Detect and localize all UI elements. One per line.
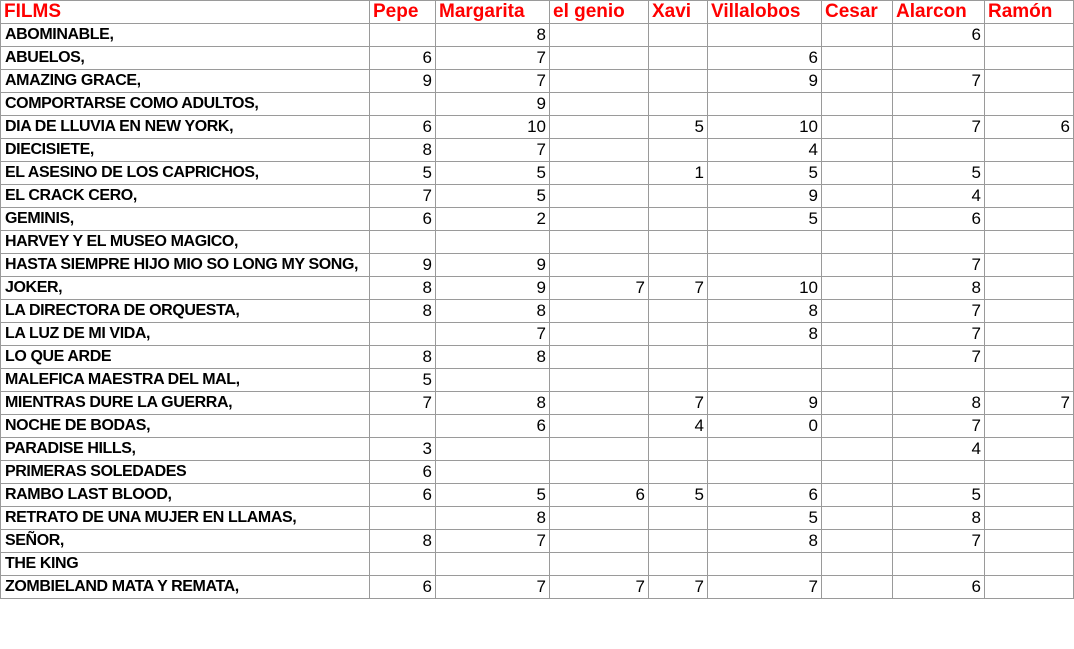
score-cell[interactable]: 5 [708, 208, 822, 231]
score-cell[interactable] [649, 438, 708, 461]
table-row [1, 93, 1074, 116]
score-cell[interactable]: 4 [649, 415, 708, 438]
score-cell[interactable] [550, 116, 649, 139]
score-cell[interactable]: 9 [370, 70, 436, 93]
score-cell[interactable] [822, 162, 893, 185]
score-cell[interactable]: 8 [893, 392, 985, 415]
score-cell[interactable]: 3 [370, 438, 436, 461]
score-cell[interactable]: 4 [708, 139, 822, 162]
score-cell[interactable]: 7 [893, 415, 985, 438]
score-cell[interactable] [649, 461, 708, 484]
table-row [1, 530, 1074, 553]
score-cell[interactable]: 8 [370, 300, 436, 323]
score-cell[interactable] [550, 530, 649, 553]
score-cell[interactable]: 7 [893, 300, 985, 323]
score-cell[interactable]: 7 [370, 392, 436, 415]
score-cell[interactable]: 6 [370, 47, 436, 70]
score-cell[interactable] [649, 254, 708, 277]
score-cell[interactable] [550, 208, 649, 231]
score-cell[interactable]: 6 [370, 484, 436, 507]
score-cell[interactable] [436, 553, 550, 576]
score-cell[interactable] [708, 553, 822, 576]
score-cell[interactable] [708, 254, 822, 277]
film-title-cell[interactable]: MALEFICA MAESTRA DEL MAL, [1, 369, 370, 392]
score-cell[interactable]: 5 [436, 162, 550, 185]
film-title-cell[interactable]: DIA DE LLUVIA EN NEW YORK, [1, 116, 370, 139]
film-title-cell[interactable]: SEÑOR, [1, 530, 370, 553]
header-reviewer[interactable]: Pepe [370, 1, 436, 24]
score-cell[interactable]: 7 [649, 277, 708, 300]
score-cell[interactable] [370, 231, 436, 254]
score-cell[interactable] [550, 461, 649, 484]
score-cell[interactable]: 5 [649, 116, 708, 139]
table-row [1, 116, 1074, 139]
score-cell[interactable] [370, 24, 436, 47]
score-cell[interactable] [985, 208, 1074, 231]
score-cell[interactable] [985, 24, 1074, 47]
film-title-cell[interactable]: EL ASESINO DE LOS CAPRICHOS, [1, 162, 370, 185]
score-cell[interactable]: 8 [436, 392, 550, 415]
film-title-cell[interactable]: NOCHE DE BODAS, [1, 415, 370, 438]
score-cell[interactable] [893, 47, 985, 70]
score-cell[interactable] [822, 47, 893, 70]
score-cell[interactable] [550, 415, 649, 438]
score-cell[interactable] [708, 24, 822, 47]
score-cell[interactable] [550, 392, 649, 415]
film-title-cell[interactable]: HARVEY Y EL MUSEO MAGICO, [1, 231, 370, 254]
score-cell[interactable] [550, 438, 649, 461]
score-cell[interactable] [822, 70, 893, 93]
score-cell[interactable]: 6 [370, 461, 436, 484]
score-cell[interactable] [822, 461, 893, 484]
score-cell[interactable] [550, 553, 649, 576]
score-cell[interactable]: 8 [370, 346, 436, 369]
score-cell[interactable] [985, 438, 1074, 461]
score-cell[interactable]: 1 [649, 162, 708, 185]
table-row [1, 70, 1074, 93]
score-cell[interactable] [649, 93, 708, 116]
score-cell[interactable]: 5 [370, 162, 436, 185]
score-cell[interactable] [550, 139, 649, 162]
score-cell[interactable] [550, 24, 649, 47]
film-title-cell[interactable]: JOKER, [1, 277, 370, 300]
score-cell[interactable] [550, 346, 649, 369]
score-cell[interactable]: 5 [893, 162, 985, 185]
score-cell[interactable] [985, 507, 1074, 530]
score-cell[interactable]: 4 [893, 185, 985, 208]
score-cell[interactable]: 5 [708, 507, 822, 530]
score-cell[interactable] [550, 93, 649, 116]
score-cell[interactable]: 6 [708, 484, 822, 507]
score-cell[interactable] [822, 369, 893, 392]
score-cell[interactable]: 9 [708, 392, 822, 415]
score-cell[interactable] [985, 369, 1074, 392]
score-cell[interactable] [550, 254, 649, 277]
table-row [1, 507, 1074, 530]
film-title-cell[interactable]: PARADISE HILLS, [1, 438, 370, 461]
film-title-cell[interactable]: COMPORTARSE COMO ADULTOS, [1, 93, 370, 116]
score-cell[interactable] [550, 300, 649, 323]
score-cell[interactable] [708, 369, 822, 392]
score-cell[interactable] [893, 461, 985, 484]
table-row [1, 47, 1074, 70]
score-cell[interactable] [822, 116, 893, 139]
score-cell[interactable] [985, 461, 1074, 484]
score-cell[interactable]: 6 [708, 47, 822, 70]
score-cell[interactable]: 10 [436, 116, 550, 139]
score-cell[interactable]: 7 [893, 70, 985, 93]
score-cell[interactable] [822, 254, 893, 277]
score-cell[interactable] [985, 576, 1074, 599]
header-reviewer[interactable]: Margarita [436, 1, 550, 24]
score-cell[interactable] [708, 438, 822, 461]
score-cell[interactable] [550, 47, 649, 70]
score-cell[interactable] [985, 300, 1074, 323]
score-cell[interactable] [649, 139, 708, 162]
score-cell[interactable]: 6 [550, 484, 649, 507]
score-cell[interactable]: 7 [893, 254, 985, 277]
score-cell[interactable] [370, 415, 436, 438]
score-cell[interactable] [893, 553, 985, 576]
score-cell[interactable]: 4 [893, 438, 985, 461]
score-cell[interactable]: 8 [436, 346, 550, 369]
score-cell[interactable]: 8 [893, 507, 985, 530]
film-title-cell[interactable]: HASTA SIEMPRE HIJO MIO SO LONG MY SONG, [1, 254, 370, 277]
table-row [1, 300, 1074, 323]
table-row [1, 139, 1074, 162]
score-cell[interactable]: 7 [893, 530, 985, 553]
film-title-cell[interactable]: AMAZING GRACE, [1, 70, 370, 93]
score-cell[interactable] [822, 185, 893, 208]
score-cell[interactable] [893, 369, 985, 392]
score-cell[interactable] [822, 231, 893, 254]
score-cell[interactable] [550, 185, 649, 208]
score-cell[interactable] [985, 162, 1074, 185]
score-cell[interactable]: 7 [436, 576, 550, 599]
score-cell[interactable]: 9 [708, 70, 822, 93]
score-cell[interactable] [822, 530, 893, 553]
header-reviewer[interactable]: Ramón [985, 1, 1074, 24]
score-cell[interactable]: 8 [436, 300, 550, 323]
score-cell[interactable]: 5 [649, 484, 708, 507]
score-cell[interactable] [822, 346, 893, 369]
table-row [1, 438, 1074, 461]
table-row [1, 208, 1074, 231]
score-cell[interactable] [985, 139, 1074, 162]
score-cell[interactable] [370, 323, 436, 346]
score-cell[interactable]: 8 [436, 507, 550, 530]
score-cell[interactable]: 0 [708, 415, 822, 438]
header-films[interactable]: FILMS [1, 1, 370, 24]
table-row [1, 231, 1074, 254]
score-cell[interactable] [822, 415, 893, 438]
score-cell[interactable] [708, 231, 822, 254]
score-cell[interactable] [436, 231, 550, 254]
score-cell[interactable]: 7 [893, 346, 985, 369]
film-title-cell[interactable]: RAMBO LAST BLOOD, [1, 484, 370, 507]
table-row [1, 277, 1074, 300]
score-cell[interactable] [985, 346, 1074, 369]
score-cell[interactable]: 5 [436, 484, 550, 507]
score-cell[interactable] [649, 553, 708, 576]
film-title-cell[interactable]: ABOMINABLE, [1, 24, 370, 47]
score-cell[interactable]: 8 [893, 277, 985, 300]
score-cell[interactable]: 6 [370, 576, 436, 599]
score-cell[interactable]: 5 [893, 484, 985, 507]
score-cell[interactable] [649, 47, 708, 70]
score-cell[interactable] [649, 507, 708, 530]
film-title-cell[interactable]: GEMINIS, [1, 208, 370, 231]
score-cell[interactable]: 2 [436, 208, 550, 231]
score-cell[interactable] [822, 139, 893, 162]
score-cell[interactable]: 8 [708, 323, 822, 346]
score-cell[interactable] [550, 231, 649, 254]
film-title-cell[interactable]: DIECISIETE, [1, 139, 370, 162]
header-reviewer[interactable]: Villalobos [708, 1, 822, 24]
score-cell[interactable]: 7 [370, 185, 436, 208]
score-cell[interactable] [822, 24, 893, 47]
score-cell[interactable] [822, 553, 893, 576]
score-cell[interactable] [822, 507, 893, 530]
score-cell[interactable] [985, 323, 1074, 346]
score-cell[interactable]: 10 [708, 116, 822, 139]
score-cell[interactable]: 7 [436, 47, 550, 70]
table-row [1, 369, 1074, 392]
score-cell[interactable]: 10 [708, 277, 822, 300]
score-cell[interactable]: 6 [436, 415, 550, 438]
score-cell[interactable] [893, 93, 985, 116]
score-cell[interactable] [822, 208, 893, 231]
score-cell[interactable] [649, 323, 708, 346]
score-cell[interactable]: 5 [708, 162, 822, 185]
score-cell[interactable]: 7 [550, 576, 649, 599]
score-cell[interactable]: 7 [436, 139, 550, 162]
film-title-cell[interactable]: MIENTRAS DURE LA GUERRA, [1, 392, 370, 415]
score-cell[interactable]: 7 [436, 530, 550, 553]
score-cell[interactable] [822, 484, 893, 507]
header-reviewer[interactable]: Alarcon [893, 1, 985, 24]
score-cell[interactable] [649, 300, 708, 323]
score-cell[interactable] [550, 369, 649, 392]
score-cell[interactable] [822, 438, 893, 461]
score-cell[interactable] [822, 323, 893, 346]
score-cell[interactable] [822, 576, 893, 599]
score-cell[interactable]: 6 [893, 576, 985, 599]
score-cell[interactable] [649, 24, 708, 47]
table-row [1, 415, 1074, 438]
score-cell[interactable]: 9 [370, 254, 436, 277]
film-title-cell[interactable]: RETRATO DE UNA MUJER EN LLAMAS, [1, 507, 370, 530]
score-cell[interactable]: 7 [649, 576, 708, 599]
score-cell[interactable]: 6 [370, 208, 436, 231]
score-cell[interactable]: 7 [985, 392, 1074, 415]
score-cell[interactable] [985, 484, 1074, 507]
film-title-cell[interactable]: PRIMERAS SOLEDADES [1, 461, 370, 484]
score-cell[interactable]: 7 [436, 70, 550, 93]
score-cell[interactable]: 9 [436, 93, 550, 116]
table-row [1, 346, 1074, 369]
score-cell[interactable] [822, 392, 893, 415]
header-row [1, 1, 1074, 24]
score-cell[interactable]: 7 [708, 576, 822, 599]
score-cell[interactable] [893, 139, 985, 162]
score-cell[interactable] [370, 553, 436, 576]
score-cell[interactable] [649, 208, 708, 231]
score-cell[interactable] [649, 346, 708, 369]
score-cell[interactable]: 8 [370, 277, 436, 300]
score-cell[interactable]: 7 [550, 277, 649, 300]
film-title-cell[interactable]: LA DIRECTORA DE ORQUESTA, [1, 300, 370, 323]
score-cell[interactable]: 7 [893, 116, 985, 139]
score-cell[interactable] [985, 231, 1074, 254]
score-cell[interactable] [436, 369, 550, 392]
table-body [1, 24, 1074, 599]
table-row [1, 162, 1074, 185]
film-title-cell[interactable]: ABUELOS, [1, 47, 370, 70]
score-cell[interactable]: 8 [708, 530, 822, 553]
score-cell[interactable] [985, 185, 1074, 208]
score-cell[interactable]: 5 [370, 369, 436, 392]
score-cell[interactable] [985, 70, 1074, 93]
score-cell[interactable] [985, 530, 1074, 553]
score-cell[interactable] [985, 254, 1074, 277]
score-cell[interactable]: 8 [370, 530, 436, 553]
table-row [1, 24, 1074, 47]
score-cell[interactable]: 5 [436, 185, 550, 208]
score-cell[interactable] [550, 162, 649, 185]
score-cell[interactable] [822, 93, 893, 116]
score-cell[interactable] [649, 185, 708, 208]
score-cell[interactable] [550, 323, 649, 346]
score-cell[interactable] [436, 461, 550, 484]
score-cell[interactable] [822, 277, 893, 300]
score-cell[interactable] [985, 93, 1074, 116]
score-cell[interactable]: 9 [436, 277, 550, 300]
score-cell[interactable] [550, 507, 649, 530]
score-cell[interactable] [822, 300, 893, 323]
table-row [1, 254, 1074, 277]
table-row [1, 392, 1074, 415]
table-row [1, 553, 1074, 576]
score-cell[interactable]: 8 [436, 24, 550, 47]
score-cell[interactable]: 6 [985, 116, 1074, 139]
score-cell[interactable] [370, 507, 436, 530]
score-cell[interactable]: 7 [649, 392, 708, 415]
film-title-cell[interactable]: LA LUZ DE MI VIDA, [1, 323, 370, 346]
header-reviewer[interactable]: Cesar [822, 1, 893, 24]
table-row [1, 484, 1074, 507]
score-cell[interactable] [649, 369, 708, 392]
score-cell[interactable] [708, 93, 822, 116]
score-cell[interactable] [708, 461, 822, 484]
score-cell[interactable] [985, 415, 1074, 438]
score-cell[interactable] [893, 231, 985, 254]
film-title-cell[interactable]: LO QUE ARDE [1, 346, 370, 369]
table-header [1, 1, 1074, 24]
score-cell[interactable] [985, 277, 1074, 300]
film-title-cell[interactable]: THE KING [1, 553, 370, 576]
score-cell[interactable]: 6 [370, 116, 436, 139]
score-cell[interactable] [985, 47, 1074, 70]
score-cell[interactable]: 8 [708, 300, 822, 323]
table-row [1, 576, 1074, 599]
score-cell[interactable] [436, 438, 550, 461]
score-cell[interactable]: 6 [893, 24, 985, 47]
score-cell[interactable] [550, 70, 649, 93]
header-reviewer[interactable]: el genio [550, 1, 649, 24]
score-cell[interactable] [708, 346, 822, 369]
score-cell[interactable]: 7 [436, 323, 550, 346]
film-title-cell[interactable]: EL CRACK CERO, [1, 185, 370, 208]
score-cell[interactable]: 7 [893, 323, 985, 346]
header-reviewer[interactable]: Xavi [649, 1, 708, 24]
score-cell[interactable]: 9 [708, 185, 822, 208]
score-cell[interactable] [649, 70, 708, 93]
score-cell[interactable]: 9 [436, 254, 550, 277]
table-row [1, 323, 1074, 346]
score-cell[interactable] [649, 231, 708, 254]
score-cell[interactable] [985, 553, 1074, 576]
film-title-cell[interactable]: ZOMBIELAND MATA Y REMATA, [1, 576, 370, 599]
score-cell[interactable] [649, 530, 708, 553]
score-cell[interactable]: 6 [893, 208, 985, 231]
table-row [1, 185, 1074, 208]
score-cell[interactable] [370, 93, 436, 116]
table-row [1, 461, 1074, 484]
score-cell[interactable]: 8 [370, 139, 436, 162]
